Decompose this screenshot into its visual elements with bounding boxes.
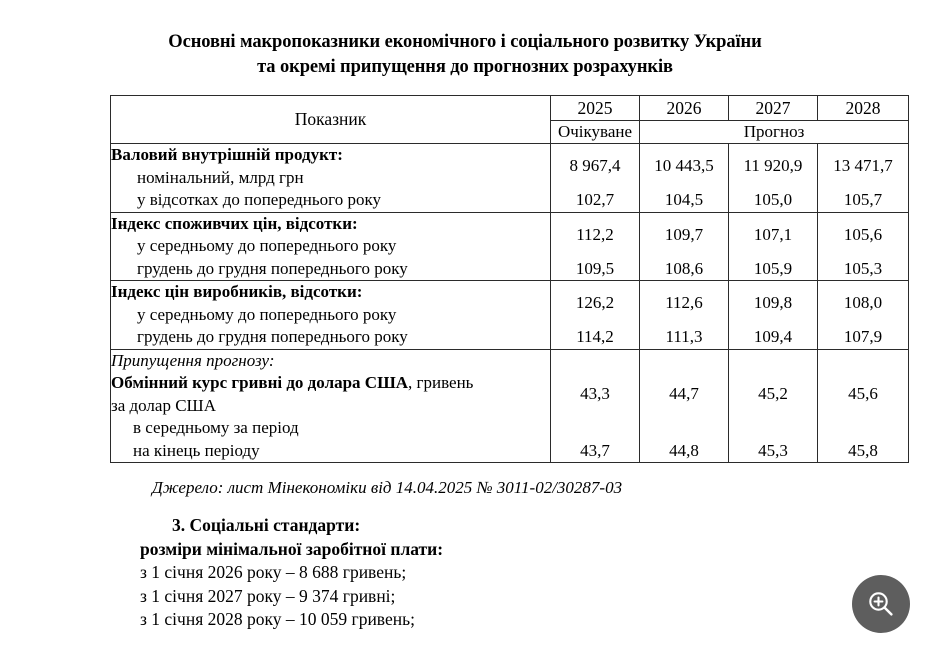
minimum-wage-line-2028: з 1 січня 2028 року – 10 059 гривень;: [140, 609, 415, 629]
cell-gdp-percent-2026: 104,5: [640, 189, 729, 212]
cell-gdp-nominal-2026: 10 443,5: [640, 144, 729, 190]
cell-exchange-rate-end-2028: 45,8: [818, 440, 909, 463]
column-header-2025: 2025: [551, 96, 640, 121]
cell-cpi-average-2027: 107,1: [729, 212, 818, 258]
source-note: Джерело: лист Мінекономіки від 14.04.2025 № 3011-02/30287-03: [152, 478, 623, 497]
cell-ppi-december-2025: 114,2: [551, 326, 640, 349]
row-sublabel-ppi-december: грудень до грудня попереднього року: [137, 327, 408, 346]
cell-exchange-rate-average-2026: 44,7: [640, 349, 729, 440]
column-header-2028: 2028: [818, 96, 909, 121]
table-header-row-years: [111, 96, 909, 121]
group-title-exchange-rate-tail: , гривень: [408, 373, 474, 392]
row-label-cpi-december: [111, 258, 551, 281]
macro-indicators-table: [110, 95, 909, 463]
cell-gdp-percent-2025: 102,7: [551, 189, 640, 212]
row-sublabel-cpi-december: грудень до грудня попереднього року: [137, 258, 408, 278]
column-header-indicator: Показник: [111, 96, 551, 144]
row-label-gdp-nominal: [111, 144, 551, 190]
cell-exchange-rate-end-2026: 44,8: [640, 440, 729, 463]
cell-cpi-december-2026: 108,6: [640, 258, 729, 281]
column-subheader-forecast: Прогноз: [640, 121, 909, 144]
group-title-exchange-rate: [111, 373, 473, 392]
table-body: [111, 144, 909, 463]
row-label-exchange-rate-average: [111, 349, 551, 440]
table-row: [111, 281, 909, 327]
table-row: [111, 440, 909, 463]
column-header-2027: 2027: [729, 96, 818, 121]
page-title-line-2: та окремі припущення до прогнозних розрахунків: [257, 57, 673, 77]
cell-exchange-rate-average-2025: 43,3: [551, 349, 640, 440]
row-label-ppi-december: [111, 326, 551, 349]
cell-gdp-nominal-2027: 11 920,9: [729, 144, 818, 190]
cell-ppi-december-2028: 107,9: [818, 326, 909, 349]
column-subheader-expected: Очікуване: [551, 121, 640, 144]
magnifier-plus-icon: [852, 587, 910, 621]
table-row: [111, 212, 909, 258]
row-label-ppi-average: [111, 281, 551, 327]
cell-cpi-average-2028: 105,6: [818, 212, 909, 258]
table-row: [111, 144, 909, 190]
group-title-exchange-rate-bold: Обмінний курс гривні до долара США: [111, 373, 409, 392]
zoom-in-button[interactable]: [852, 575, 910, 633]
table-row: [111, 189, 909, 212]
cell-ppi-average-2025: 126,2: [551, 281, 640, 327]
macro-indicators-table-container: [110, 95, 908, 463]
minimum-wage-line-2027: з 1 січня 2027 року – 9 374 гривні;: [140, 585, 396, 606]
row-label-exchange-rate-end: [111, 440, 551, 463]
group-title-gdp: Валовий внутрішній продукт:: [111, 145, 343, 164]
table-row: [111, 349, 909, 440]
cell-exchange-rate-end-2025: 43,7: [551, 440, 640, 463]
social-standards-section: [140, 514, 443, 632]
group-title-cpi: Індекс споживчих цін, відсотки:: [111, 213, 358, 233]
table-header: [111, 96, 909, 144]
minimum-wage-line-2026: з 1 січня 2026 року – 8 688 гривень;: [140, 562, 407, 582]
row-sublabel-ppi-average: у середньому до попереднього року: [137, 304, 397, 324]
column-header-2026: 2026: [640, 96, 729, 121]
cell-ppi-december-2026: 111,3: [640, 326, 729, 349]
row-label-cpi-average: [111, 212, 551, 258]
cell-gdp-nominal-2025: 8 967,4: [551, 144, 640, 190]
table-row: [111, 258, 909, 281]
cell-cpi-december-2027: 105,9: [729, 258, 818, 281]
group-title-ppi: Індекс цін виробників, відсотки:: [111, 282, 363, 301]
table-row: [111, 326, 909, 349]
cell-cpi-december-2025: 109,5: [551, 258, 640, 281]
page-title: [0, 30, 930, 80]
row-sublabel-gdp-nominal: номінальний, млрд грн: [137, 167, 304, 187]
row-sublabel-exchange-rate-end: на кінець періоду: [133, 440, 260, 460]
group-title-exchange-rate-line2: за долар США: [111, 395, 216, 415]
cell-gdp-percent-2028: 105,7: [818, 189, 909, 212]
cell-cpi-average-2025: 112,2: [551, 212, 640, 258]
cell-gdp-nominal-2028: 13 471,7: [818, 144, 909, 190]
minimum-wage-subheading: розміри мінімальної заробітної плати:: [140, 538, 444, 559]
cell-ppi-average-2028: 108,0: [818, 281, 909, 327]
cell-ppi-average-2027: 109,8: [729, 281, 818, 327]
cell-exchange-rate-average-2027: 45,2: [729, 349, 818, 440]
row-label-gdp-percent: [111, 189, 551, 212]
social-standards-heading: 3. Соціальні стандарти:: [172, 515, 361, 535]
row-sublabel-exchange-rate-average: в середньому за період: [133, 418, 299, 437]
row-sublabel-cpi-average: у середньому до попереднього року: [137, 236, 397, 255]
cell-exchange-rate-end-2027: 45,3: [729, 440, 818, 463]
cell-ppi-december-2027: 109,4: [729, 326, 818, 349]
cell-exchange-rate-average-2028: 45,6: [818, 349, 909, 440]
row-sublabel-gdp-percent: у відсотках до попереднього року: [137, 190, 381, 209]
cell-gdp-percent-2027: 105,0: [729, 189, 818, 212]
group-note-forecast-assumptions: Припущення прогнозу:: [111, 350, 275, 370]
cell-cpi-december-2028: 105,3: [818, 258, 909, 281]
cell-cpi-average-2026: 109,7: [640, 212, 729, 258]
page-title-line-1: Основні макропоказники економічного і соціального розвитку України: [168, 32, 762, 52]
cell-ppi-average-2026: 112,6: [640, 281, 729, 327]
